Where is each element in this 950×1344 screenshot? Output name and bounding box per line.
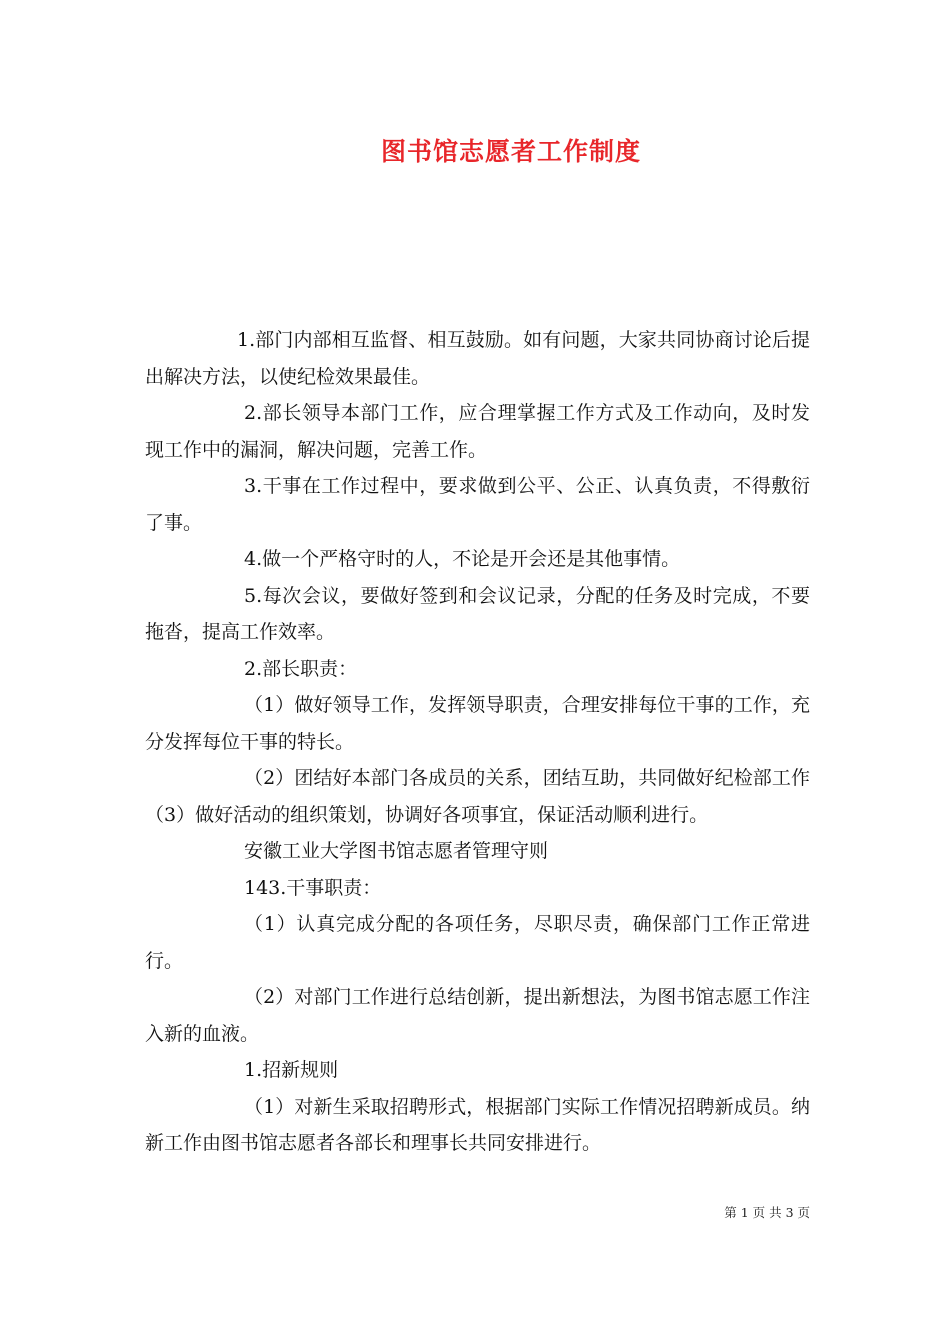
paragraph: 1.部门内部相互监督、相互鼓励。如有问题，大家共同协商讨论后提出解决方法，以使纪检效果最佳。 <box>145 329 810 388</box>
document-title: 图书馆志愿者工作制度 <box>380 137 641 166</box>
document-body <box>145 322 810 1162</box>
paragraph: 3.干事在工作过程中，要求做到公平、公正、认真负责，不得敷衍了事。 <box>145 475 810 534</box>
paragraph: 安徽工业大学图书馆志愿者管理守则 <box>244 840 549 862</box>
paragraph: （2）对部门工作进行总结创新，提出新想法，为图书馆志愿工作注入新的血液。 <box>145 986 810 1045</box>
paragraph: （1）对新生采取招聘形式，根据部门实际工作情况招聘新成员。纳新工作由图书馆志愿者各部长和理事长共同安排进行。 <box>145 1095 810 1154</box>
page-number-footer: 第 1 页 共 3 页 <box>724 1205 810 1220</box>
paragraph: 143.干事职责： <box>244 876 382 899</box>
paragraph: 1.招新规则 <box>244 1059 339 1081</box>
paragraph: 2.部长领导本部门工作，应合理掌握工作方式及工作动向，及时发现工作中的漏洞，解决问题，完善工作。 <box>145 402 810 461</box>
paragraph: （1）做好领导工作，发挥领导职责，合理安排每位干事的工作，充分发挥每位干事的特长。 <box>145 694 810 753</box>
paragraph: （1）认真完成分配的各项任务，尽职尽责，确保部门工作正常进行。 <box>145 913 810 972</box>
paragraph: 5.每次会议，要做好签到和会议记录，分配的任务及时完成，不要拖沓，提高工作效率。 <box>145 584 810 643</box>
paragraph: （2）团结好本部门各成员的关系，团结互助，共同做好纪检部工作（3）做好活动的组织策划，协调好各项事宜，保证活动顺利进行。 <box>145 767 810 826</box>
paragraph: 4.做一个严格守时的人，不论是开会还是其他事情。 <box>244 548 681 570</box>
paragraph: 2.部长职责： <box>244 657 358 680</box>
